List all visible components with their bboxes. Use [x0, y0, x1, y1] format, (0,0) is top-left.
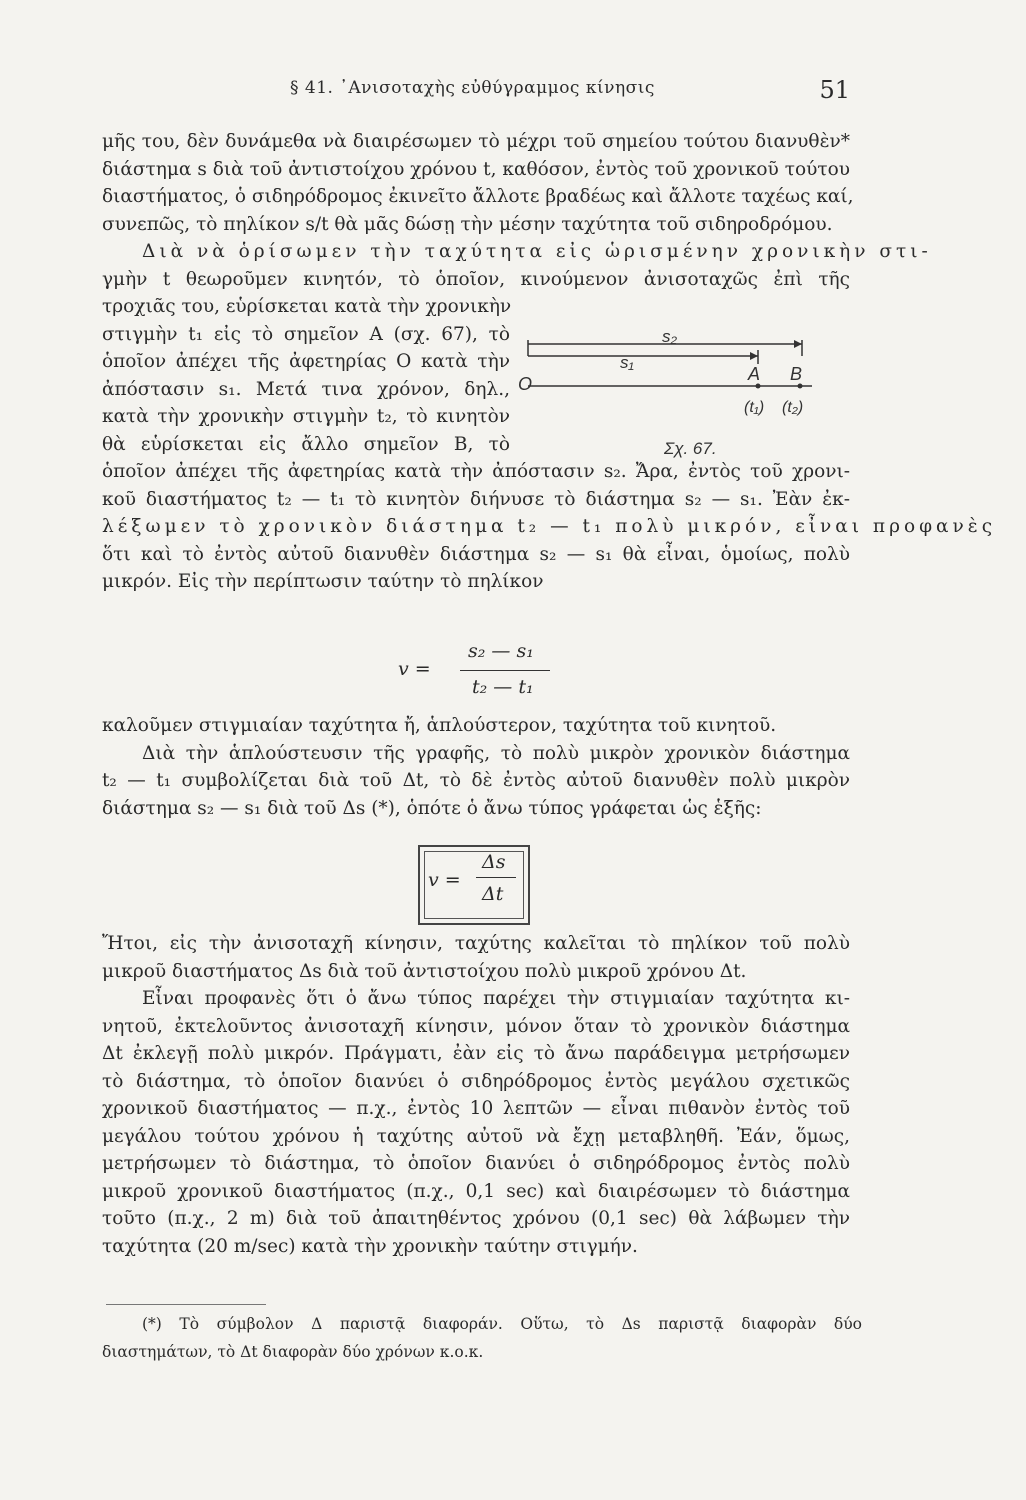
formula-denominator: Δt	[482, 883, 504, 905]
label-s1: s₁	[620, 353, 634, 372]
text-line: ὁποῖον ἀπέχει τῆς ἀφετηρίας κατὰ τὴν ἀπόστασιν s₂. Ἄρα, ἐντὸς τοῦ χρονι-	[102, 461, 850, 482]
paragraph-2-narrow	[102, 293, 510, 458]
text-line: μετρήσωμεν τὸ διάστημα, τὸ ὁποῖον διανύει ὁ σιδηρόδρομος ἐντὸς πολὺ	[102, 1153, 850, 1174]
text-line: γμὴν t θεωροῦμεν κινητόν, τὸ ὁποῖον, κινούμενον ἀνισοταχῶς ἐπὶ τῆς	[102, 268, 850, 290]
figure-67-diagram	[520, 328, 820, 478]
figure-67	[520, 328, 820, 478]
text-line: τροχιᾶς του, εὑρίσκεται κατὰ τὴν χρονικὴν	[102, 296, 512, 317]
formula-numerator: Δs	[482, 851, 506, 873]
footnote	[102, 1312, 862, 1367]
text-line: νητοῦ, ἐκτελοῦντος ἀνισοταχῆ κίνησιν, μόνον ὅταν τὸ χρονικὸν διάστημα	[102, 1015, 850, 1037]
label-o: O	[518, 374, 533, 394]
paragraph-1	[102, 128, 932, 293]
formula-numerator: s₂ — s₁	[468, 640, 534, 662]
fraction-bar	[476, 877, 516, 878]
figure-caption: Σχ. 67.	[664, 439, 717, 458]
running-header	[290, 76, 850, 110]
text-line: τὸ διάστημα, τὸ ὁποῖον διανύει ὁ σιδηρόδρομος ἐντὸς μεγάλου σχετικῶς	[102, 1070, 850, 1092]
paragraph-3	[102, 458, 997, 596]
point-a-marker	[756, 384, 761, 389]
text-line: καλοῦμεν στιγμιαίαν ταχύτητα ἤ, ἁπλούστερον, ταχύτητα τοῦ κινητοῦ.	[102, 715, 777, 736]
text-line: μικροῦ χρονικοῦ διαστήματος (π.χ., 0,1 sec) καὶ διαιρέσωμεν τὸ διάστημα	[102, 1180, 850, 1202]
text-line: διάστημα s₂ — s₁ διὰ τοῦ Δs (*), ὁπότε ὁ ἄνω τύπος γράφεται ὡς ἑξῆς:	[102, 797, 762, 819]
text-line: λέξωμεν τὸ χρονικὸν διάστημα t₂ — t₁ πολὺ μικρόν, εἶναι προφανὲς	[102, 516, 997, 537]
label-s2: s₂	[662, 327, 677, 346]
point-b-marker	[798, 384, 803, 389]
label-a: A	[748, 364, 761, 384]
text-line: ἀπόστασιν s₁. Μετά τινα χρόνον, δηλ.,	[102, 378, 510, 400]
text-line: μῆς του, δὲν δυνάμεθα νὰ διαιρέσωμεν τὸ μέχρι τοῦ σημείου τούτου διανυθὲν*	[102, 131, 850, 152]
text-line: Ἤτοι, εἰς τὴν ἀνισοταχῆ κίνησιν, ταχύτης καλεῖται τὸ πηλίκον τοῦ πολὺ	[102, 933, 850, 954]
fraction-bar	[460, 670, 550, 671]
text-line: διαστήματος, ὁ σιδηρόδρομος ἐκινεῖτο ἄλλοτε βραδέως καὶ ἄλλοτε ταχέως καί,	[102, 186, 854, 207]
s1-arrowhead	[750, 352, 758, 360]
text-line: μεγάλου τούτου χρόνου ἡ ταχύτης αὐτοῦ νὰ ἔχῃ μεταβληθῆ. Ἐάν, ὅμως,	[102, 1125, 850, 1147]
page-number: 51	[819, 76, 850, 104]
text-line: χρονικοῦ διαστήματος — π.χ., ἐντὸς 10 λεπτῶν — εἶναι πιθανὸν ἐντὸς τοῦ	[102, 1098, 850, 1119]
text-line: ταχύτητα (20 m/sec) κατὰ τὴν χρονικὴν ταύτην στιγμήν.	[102, 1235, 638, 1257]
text-line: ὁποῖον ἀπέχει τῆς ἀφετηρίας O κατὰ τὴν	[102, 351, 510, 372]
text-line: διάστημα s διὰ τοῦ ἀντιστοίχου χρόνου t, καθόσον, ἐντὸς τοῦ χρονικοῦ τούτου	[102, 158, 850, 180]
velocity-formula-1	[398, 640, 558, 704]
text-line: Εἶναι προφανὲς ὅτι ὁ ἄνω τύπος παρέχει τὴν στιγμιαίαν ταχύτητα κι-	[142, 988, 850, 1009]
label-b: B	[790, 364, 803, 384]
s2-arrowhead	[794, 340, 802, 348]
paragraph-4	[102, 712, 850, 822]
label-t2: (t₂)	[782, 399, 804, 416]
text-line: t₂ — t₁ συμβολίζεται διὰ τοῦ Δt, τὸ δὲ ἐντὸς αὐτοῦ διανυθὲν πολὺ μικρὸν	[102, 770, 850, 791]
formula-lhs: v =	[398, 658, 431, 680]
footnote-rule	[106, 1304, 266, 1305]
text-line: κοῦ διαστήματος t₂ — t₁ τὸ κινητὸν διήνυσε τὸ διάστημα s₂ — s₁. Ἐὰν ἐκ-	[102, 488, 850, 510]
formula-lhs: v =	[428, 869, 461, 891]
formula-denominator: t₂ — t₁	[472, 676, 534, 698]
text-line: μικροῦ διαστήματος Δs διὰ τοῦ ἀντιστοίχου πολὺ μικροῦ χρόνου Δt.	[102, 960, 747, 982]
text-line: Δt ἐκλεγῇ πολὺ μικρόν. Πράγματι, ἐὰν εἰς τὸ ἄνω παράδειγμα μετρήσωμεν	[102, 1043, 850, 1064]
section-title: § 41. ᾿Ανισοταχὴς εὐθύγραμμος κίνησις	[290, 78, 655, 98]
paragraph-5	[102, 930, 850, 1260]
text-line: στιγμὴν t₁ εἰς τὸ σημεῖον A (σχ. 67), τὸ	[102, 323, 510, 345]
text-line: θὰ εὑρίσκεται εἰς ἄλλο σημεῖον B, τὸ	[102, 433, 510, 455]
text-line: ὅτι καὶ τὸ ἐντὸς αὐτοῦ διανυθὲν διάστημα s₂ — s₁ θὰ εἶναι, ὁμοίως, πολὺ	[102, 543, 850, 565]
text-line: κατὰ τὴν χρονικὴν στιγμὴν t₂, τὸ κινητὸν	[102, 406, 510, 427]
text-line: Διὰ νὰ ὁρίσωμεν τὴν ταχύτητα εἰς ὡρισμένην χρονικὴν στι-	[142, 241, 932, 262]
label-t1: (t₁)	[744, 399, 765, 416]
boxed-velocity-formula	[418, 845, 530, 925]
footnote-line: (*) Τὸ σύμβολον Δ παριστᾷ διαφοράν. Οὕτω, τὸ Δs παριστᾷ διαφορὰν δύο	[142, 1315, 862, 1333]
text-line: μικρόν. Εἰς τὴν περίπτωσιν ταύτην τὸ πηλίκον	[102, 571, 544, 592]
footnote-line: διαστημάτων, τὸ Δt διαφορὰν δύο χρόνων κ.ο.κ.	[102, 1342, 484, 1361]
text-line: Διὰ τὴν ἁπλούστευσιν τῆς γραφῆς, τὸ πολὺ μικρὸν χρονικὸν διάστημα	[142, 742, 850, 764]
text-line: συνεπῶς, τὸ πηλίκον s/t θὰ μᾶς δώσῃ τὴν μέσην ταχύτητα τοῦ σιδηροδρόμου.	[102, 213, 833, 235]
text-line: τοῦτο (π.χ., 2 m) διὰ τοῦ ἀπαιτηθέντος χρόνου (0,1 sec) θὰ λάβωμεν τὴν	[102, 1208, 850, 1229]
